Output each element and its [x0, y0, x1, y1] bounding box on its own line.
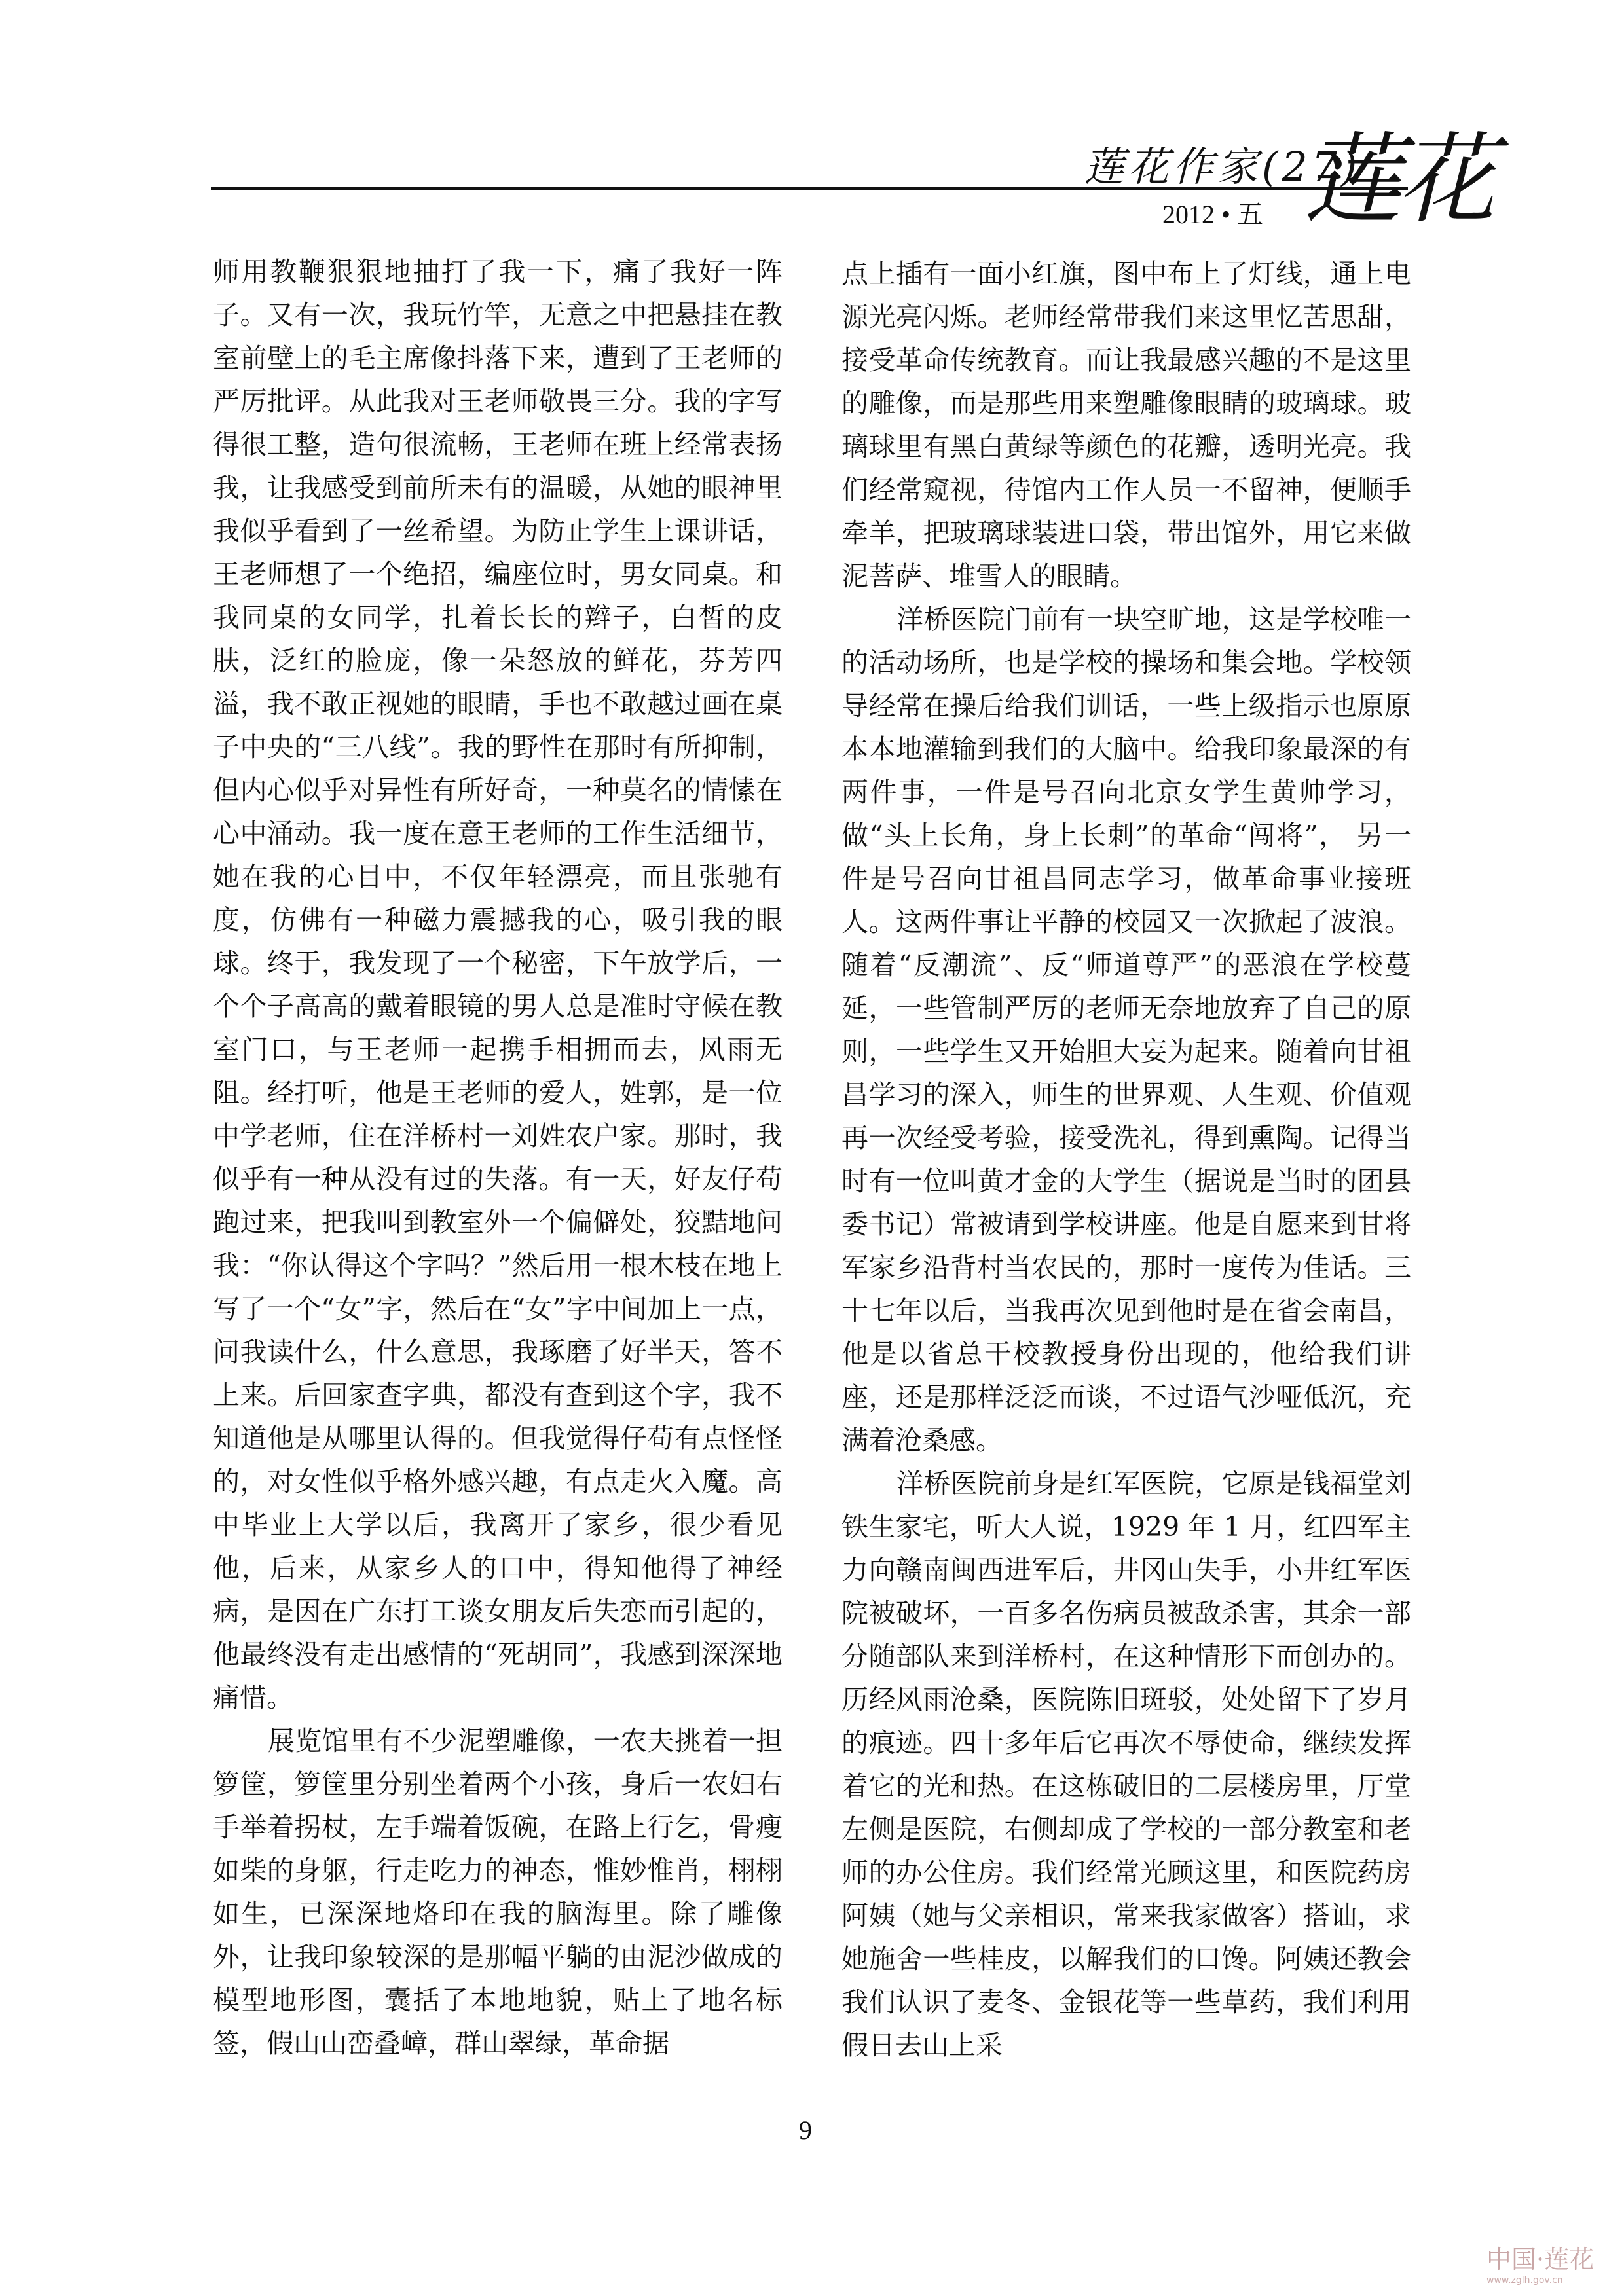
page-number: 9 — [799, 2115, 812, 2145]
paragraph-right-1: 点上插有一面小红旗，图中布上了灯线，通上电源光亮闪烁。老师经常带我们来这里忆苦思甜，接受革命传统教育。而让我最感兴趣的不是这里的雕像，而是那些用来塑雕像眼睛的玻璃球。玻璃球里有黑白黄绿等颜色的花瓣，透明光亮。我们经常窥视，待馆内工作人员一不留神，便顺手牵羊，把玻璃球装进口袋，带出馆外，用它来做泥菩萨、堆雪人的眼睛。 — [841, 258, 1411, 592]
calligraphy-logo: 莲花 — [1303, 123, 1492, 237]
watermark-url: www.zglh.gov.cn — [1486, 2275, 1563, 2286]
paragraph-left-1: 师用教鞭狠狠地抽打了我一下，痛了我好一阵子。又有一次，我玩竹竿，无意之中把悬挂在教室前壁上的毛主席像抖落下来，遭到了王老师的严厉批评。从此我对王老师敬畏三分。我的字写得很工整，造句很流畅，王老师在班上经常表扬我，让我感受到前所未有的温暖，从她的眼神里我似乎看到了一丝希望。为防止学生上课讲话，王老师想了一个绝招，编座位时，男女同桌。和我同桌的女同学，扎着长长的辫子，白皙的皮肤，泛红的脸庞，像一朵怒放的鲜花，芬芳四溢，我不敢正视她的眼睛，手也不敢越过画在桌子中央的“三八线”。我的野性在那时有所抑制，但内心似乎对异性有所好奇，一种莫名的情愫在心中涌动。我一度在意王老师的工作生活细节，她在我的心目中，不仅年轻漂亮，而且张驰有度，仿佛有一种磁力震撼我的心，吸引我的眼球。终于，我发现了一个秘密，下午放学后，一个个子高高的戴着眼镜的男人总是准时守候在教室门口，与王老师一起携手相拥而去，风雨无阻。经打听，他是王老师的爱人，姓郭，是一位中学老师，住在洋桥村一刘姓农户家。那时，我似乎有一种从没有过的失落。有一天，好友仔苟跑过来，把我叫到教室外一个偏僻处，狡黠地问我：“你认得这个字吗？”然后用一根木枝在地上写了一个“女”字，然后在“女”字中间加上一点，问我读什么，什么意思，我琢磨了好半天，答不上来。后回家查字典，都没有查到这个字，我不知道他是从哪里认得的。但我觉得仔苟有点怪怪的，对女性似乎格外感兴趣，有点走火入魔。高中毕业上大学以后，我离开了家乡，很少看见他，后来，从家乡人的口中，得知他得了神经病，是因在广东打工谈女朋友后失恋而引起的，他最终没有走出感情的“死胡同”，我感到深深地痛惜。 — [213, 256, 783, 1713]
watermark-brand: 中国·莲花 — [1486, 2245, 1595, 2274]
paragraph-right-2: 洋桥医院门前有一块空旷地，这是学校唯一的活动场所，也是学校的操场和集会地。学校领导经常在操后给我们训话，一些上级指示也原原本本地灌输到我们的大脑中。给我印象最深的有两件事，一件是号召向北京女学生黄帅学习，做“头上长角，身上长刺”的革命“闯将”， 另一件是号召向甘祖昌同志学习，做革命事业接班人。这两件事让平静的校园又一次掀起了波浪。随着“反潮流”、反“师道尊严”的恶浪在学校蔓延，一些管制严厉的老师无奈地放弃了自己的原则，一些学生又开始胆大妄为起来。随着向甘祖昌学习的深入，师生的世界观、人生观、价值观再一次经受考验，接受洗礼，得到熏陶。记得当时有一位叫黄才金的大学生（据说是当时的团县委书记）常被请到学校讲座。他是自愿来到甘将军家乡沿背村当农民的，那时一度传为佳话。三十七年以后，当我再次见到他时是在省会南昌，他是以省总干校教授身份出现的，他给我们讲座，还是那样泛泛而谈，不过语气沙哑低沉，充满着沧桑感。 — [841, 604, 1411, 1456]
magazine-title: 莲花作家(27) — [1084, 143, 1361, 191]
paragraph-right-3: 洋桥医院前身是红军医院，它原是钱福堂刘铁生家宅，听大人说，1929 年 1 月，红四军主力向赣南闽西进军后，井冈山失手，小井红军医院被破坏，一百多名伤病员被敌杀害，其余一部分随部队来到洋桥村，在这种情形下而创办的。历经风雨沧桑，医院陈旧斑驳，处处留下了岁月的痕迹。四十多年后它再次不辱使命，继续发挥着它的光和热。在这栋破旧的二层楼房里，厅堂左侧是医院，右侧却成了学校的一部分教室和老师的办公住房。我们经常光顾这里，和医院药房阿姨（她与父亲相识，常来我家做客）搭讪，求她施舍一些桂皮，以解我们的口馋。阿姨还教会我们认识了麦冬、金银花等一些草药，我们利用假日去山上采 — [841, 1468, 1411, 2061]
paragraph-left-2: 展览馆里有不少泥塑雕像，一农夫挑着一担箩筐，箩筐里分别坐着两个小孩，身后一农妇右手举着拐杖，左手端着饭碗，在路上行乞，骨瘦如柴的身躯，行走吃力的神态，惟妙惟肖，栩栩如生，已深深地烙印在我的脑海里。除了雕像外，让我印象较深的是那幅平躺的由泥沙做成的模型地形图，囊括了本地地貌，贴上了地名标签，假山山峦叠嶂，群山翠绿，革命据 — [213, 1725, 783, 2059]
issue-label: 2012 • 五 — [1162, 200, 1264, 229]
header-divider — [211, 187, 1408, 190]
right-column — [841, 252, 1411, 2067]
site-watermark — [1486, 2239, 1594, 2286]
left-column — [213, 250, 783, 2065]
